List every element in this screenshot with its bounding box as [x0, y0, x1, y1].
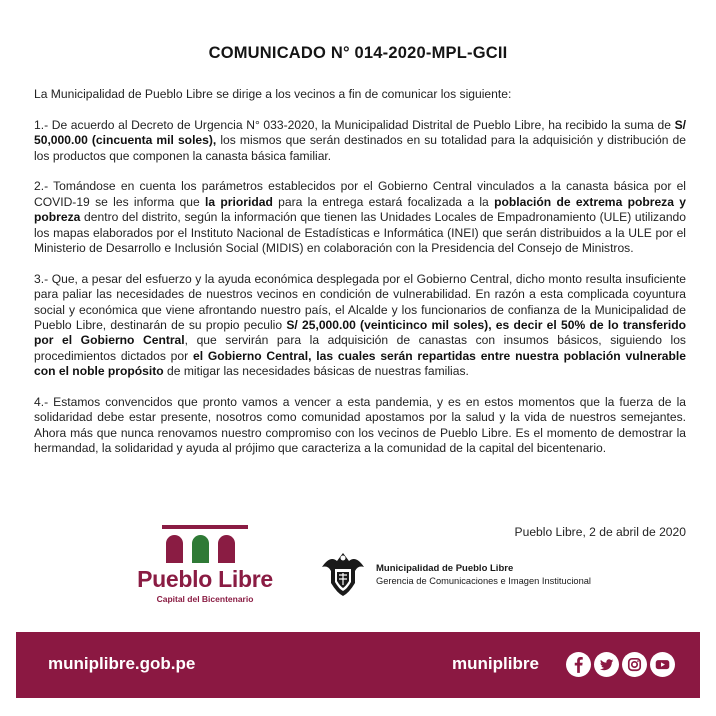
logo-name: Pueblo Libre	[137, 566, 273, 592]
intro-paragraph: La Municipalidad de Pueblo Libre se dirige a los vecinos a fin de comunicar los siguiente:	[34, 87, 512, 101]
logo-arch-1	[166, 535, 183, 563]
logo-top-bar	[162, 525, 248, 529]
pueblo-libre-logo	[130, 525, 280, 607]
municipality-name: Municipalidad de Pueblo Libre	[376, 563, 514, 574]
facebook-icon[interactable]	[566, 652, 591, 677]
twitter-icon[interactable]	[594, 652, 619, 677]
document-date: Pueblo Libre, 2 de abril de 2020	[514, 525, 686, 539]
page-title: COMUNICADO N° 014-2020-MPL-GCII	[208, 44, 508, 62]
paragraph-2: 2.- Tomándose en cuenta los parámetros establecidos por el Gobierno Central vinculados a la canasta básica por el COVID-19 se les informa que la prioridad para la entrega estará focalizada a la población de extrema pobreza y pobreza dentro del distrito, según la información que tienen las Unidades Locales de Empadronamiento (ULE) utilizando los mapas elaborados por el Instituto Nacional de Estadísticas e Informática (INEI) que serán distribuidos a la ULE por el Ministerio de Desarrollo e Inclusión Social (MIDIS) en colaboración con la Presidencia del Consejo de Ministros.	[34, 179, 686, 256]
municipal-crest-icon	[318, 549, 368, 599]
logo-arch-2	[192, 535, 209, 563]
document-body	[34, 87, 686, 472]
municipality-department: Gerencia de Comunicaciones e Imagen Institucional	[376, 576, 591, 586]
paragraph-3: 3.- Que, a pesar del esfuerzo y la ayuda económica desplegada por el Gobierno Central, dicho monto resulta insuficiente para paliar las necesidades de nuestros vecinos en condición de vulnerabilidad. En razón a esta complicada coyuntura social y económica que viene afrontando nuestro país, el Alcalde y los funcionarios de confianza de la Municipalidad de Pueblo Libre, destinarán de su propio peculio S/ 25,000.00 (veinticinco mil soles), es decir el 50% de lo transferido por el Gobierno Central, que servirán para la adquisición de canastas con insumos básicos, siguiendo los procedimientos dictados por el Gobierno Central, las cuales serán repartidas entre nuestra población vulnerable con el noble propósito de mitigar las necesidades básicas de nuestras familias.	[34, 271, 686, 379]
website-link[interactable]: muniplibre.gob.pe	[48, 654, 196, 673]
footer-bar	[16, 632, 700, 698]
social-handle: muniplibre	[452, 654, 539, 673]
logo-tagline: Capital del Bicentenario	[156, 594, 254, 604]
youtube-icon[interactable]	[650, 652, 675, 677]
logo-arches	[166, 535, 246, 565]
logo-arch-3	[218, 535, 235, 563]
paragraph-1: 1.- De acuerdo al Decreto de Urgencia N° 033-2020, la Municipalidad Distrital de Pueblo Libre, ha recibido la suma de S/ 50,000.00 (cincuenta mil soles), los mismos que serán destinados en su totalidad para la adquisición y distribución de los productos que componen la canasta básica familiar.	[34, 117, 686, 163]
paragraph-4: 4.- Estamos convencidos que pronto vamos a vencer a esta pandemia, y es en estos momentos que la fuerza de la solidaridad debe estar presente, nosotros como comunidad apostamos por la salud y la vida de nuestros semejantes. Ahora más que nunca renovamos nuestro compromiso con los vecinos de Pueblo Libre. Es el momento de demostrar la hermandad, la solidaridad y ayuda al prójimo que caracteriza a la comunidad de la capital del bicentenario.	[34, 395, 686, 456]
instagram-icon[interactable]	[622, 652, 647, 677]
